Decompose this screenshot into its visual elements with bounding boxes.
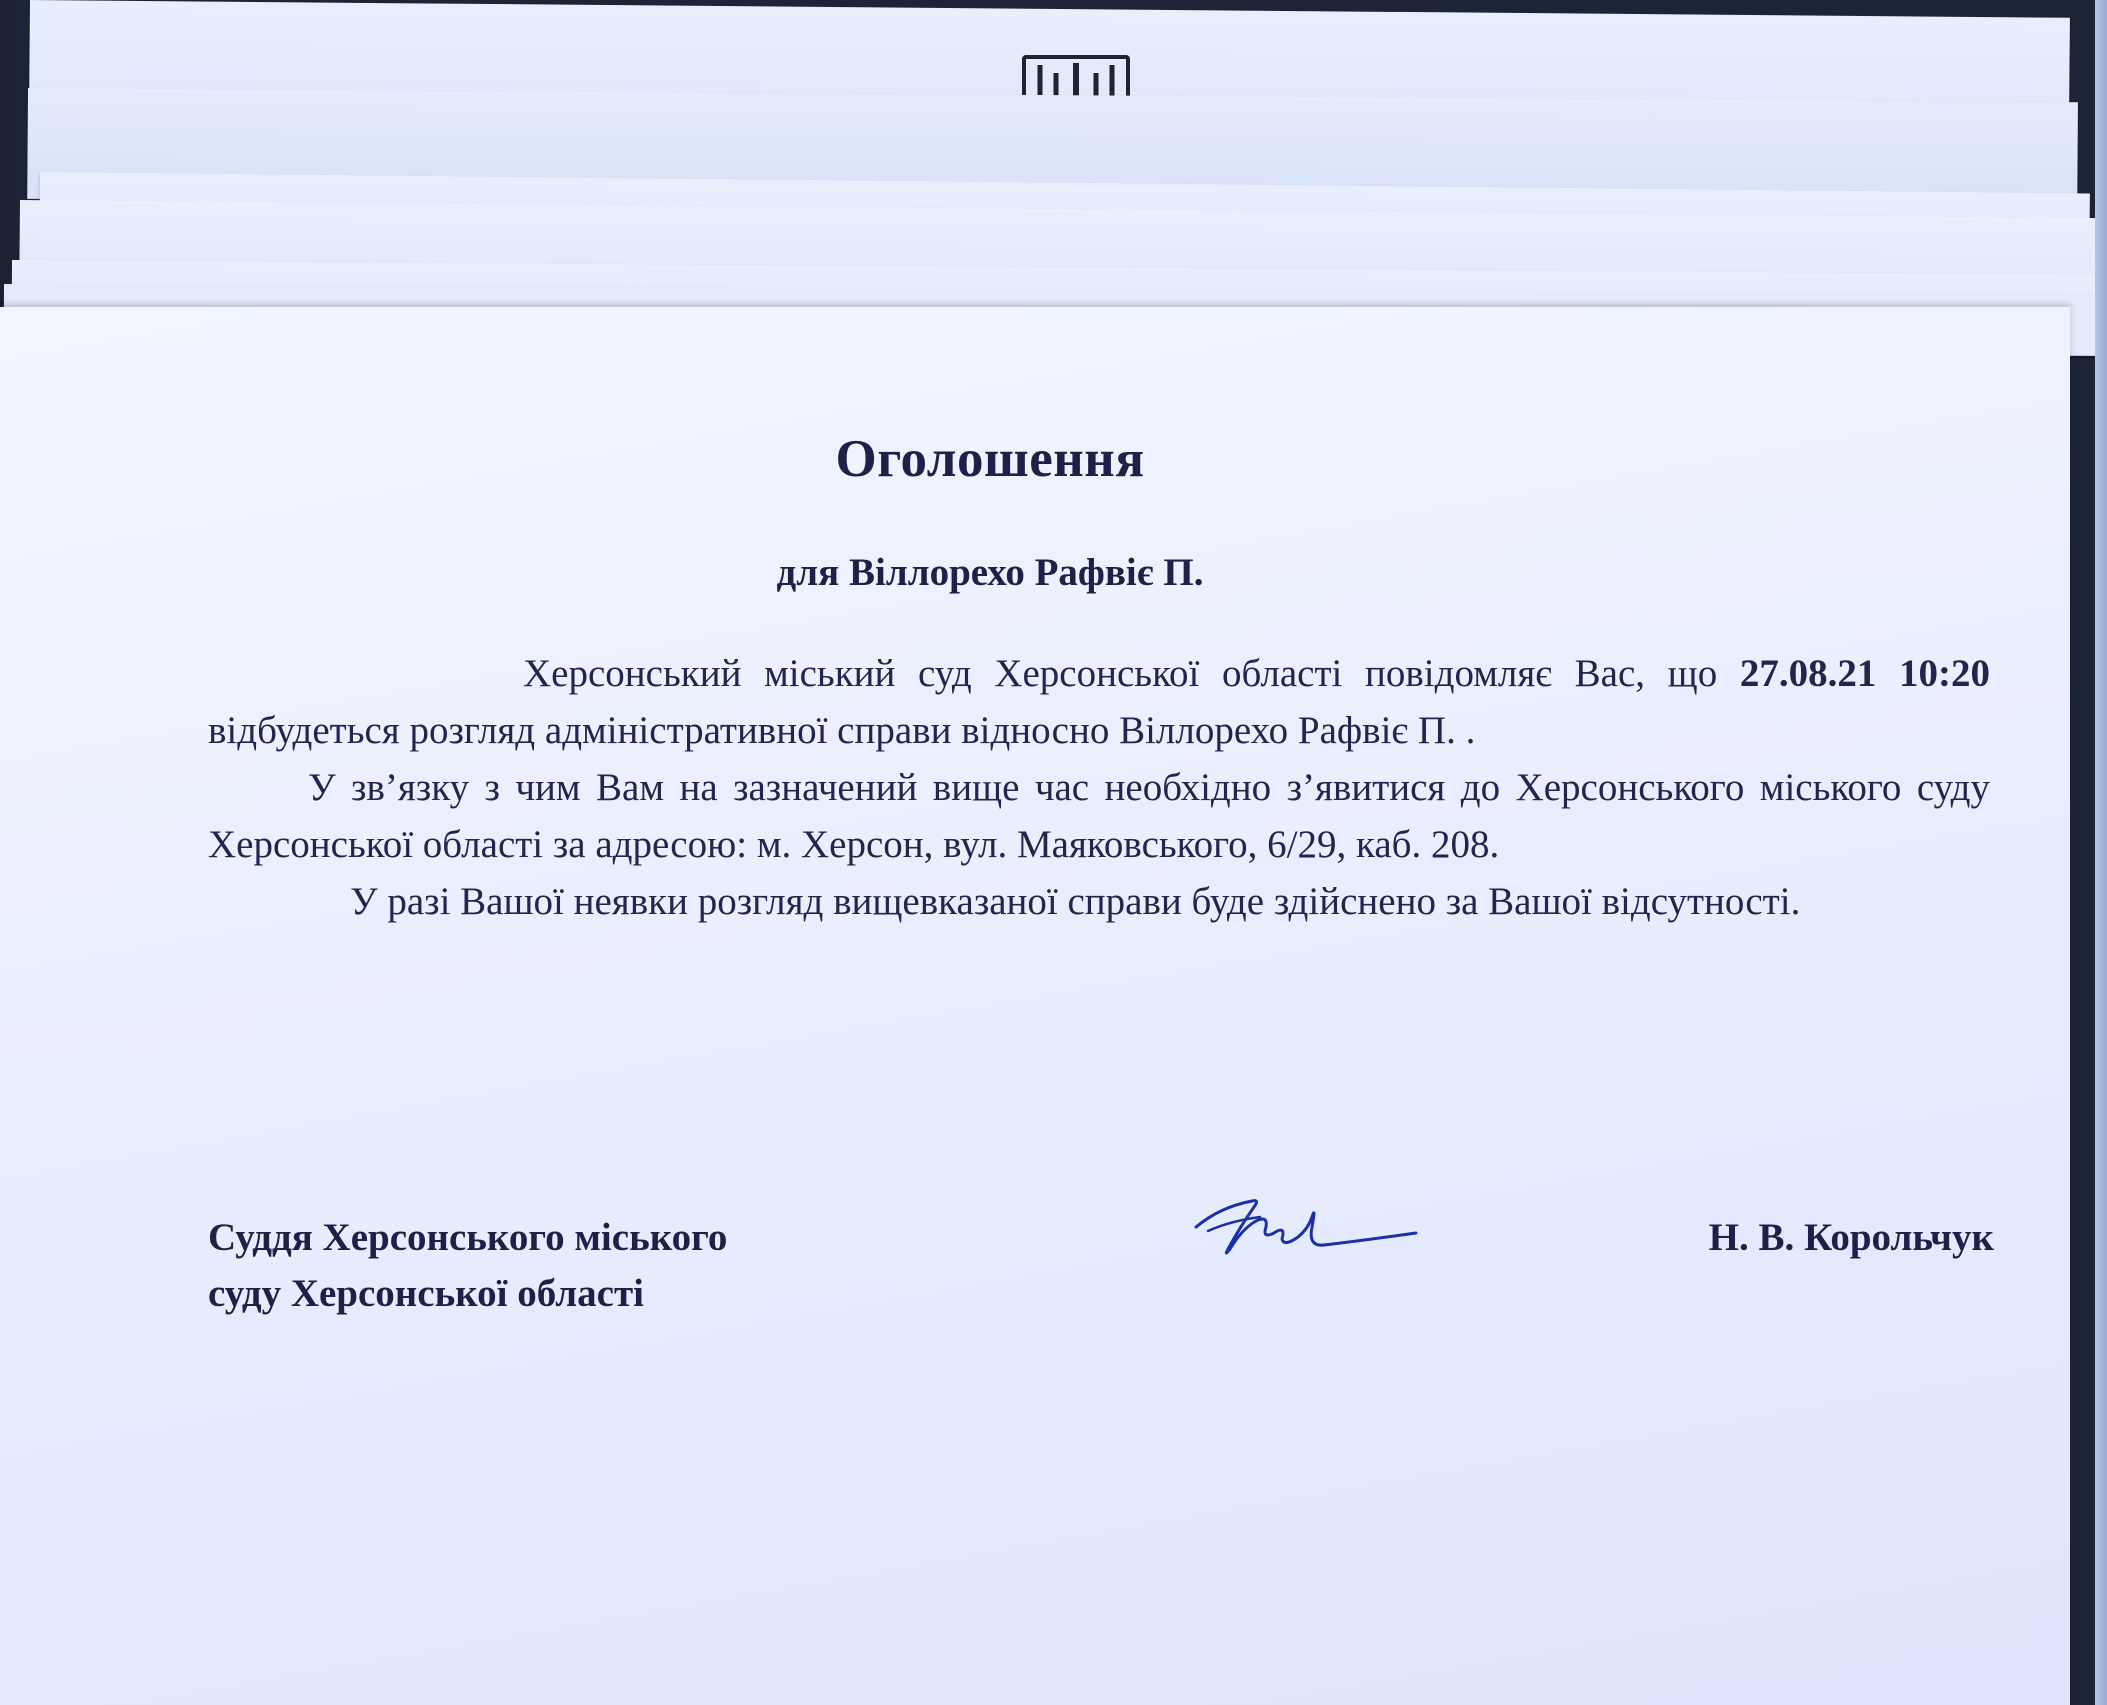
notice-title: Оголошення xyxy=(835,430,1145,488)
paragraph-summons: У зв’язку з чим Вам на зазначений вище час необхідно з’явитися до Херсонського міського суду Херсонської області за адресою: м. Херсон, вул. Маяковського, 6/29, каб. 208. xyxy=(208,766,1990,866)
hearing-date-time: 27.08.21 10:20 xyxy=(1739,652,1990,695)
judge-position-line2: суду Херсонської області xyxy=(208,1272,644,1315)
judge-name: Н. В. Корольчук xyxy=(1708,1216,1994,1259)
notice-addressee: для Віллорехо Рафвіє П. xyxy=(776,551,1204,594)
paragraph-hearing-rest: відбудеться розгляд адміністративної справи відносно Віллорехо Рафвіє П. . xyxy=(208,709,1476,752)
paragraph-absence: У разі Вашої неявки розгляд вищевказаної справи буде здійснено за Вашої відсутності. xyxy=(350,880,1801,923)
judge-position xyxy=(208,1210,727,1322)
stack-side-edge xyxy=(2095,0,2107,1705)
paragraph-hearing-intro: Херсонський міський суд Херсонської області повідомляє Вас, що xyxy=(523,652,1718,695)
handwritten-signature xyxy=(1190,1187,1420,1267)
notice-body xyxy=(208,645,1990,930)
notice-document xyxy=(0,307,2070,1705)
judge-position-line1: Суддя Херсонського міського xyxy=(208,1216,728,1259)
paragraph-hearing xyxy=(208,645,1990,759)
